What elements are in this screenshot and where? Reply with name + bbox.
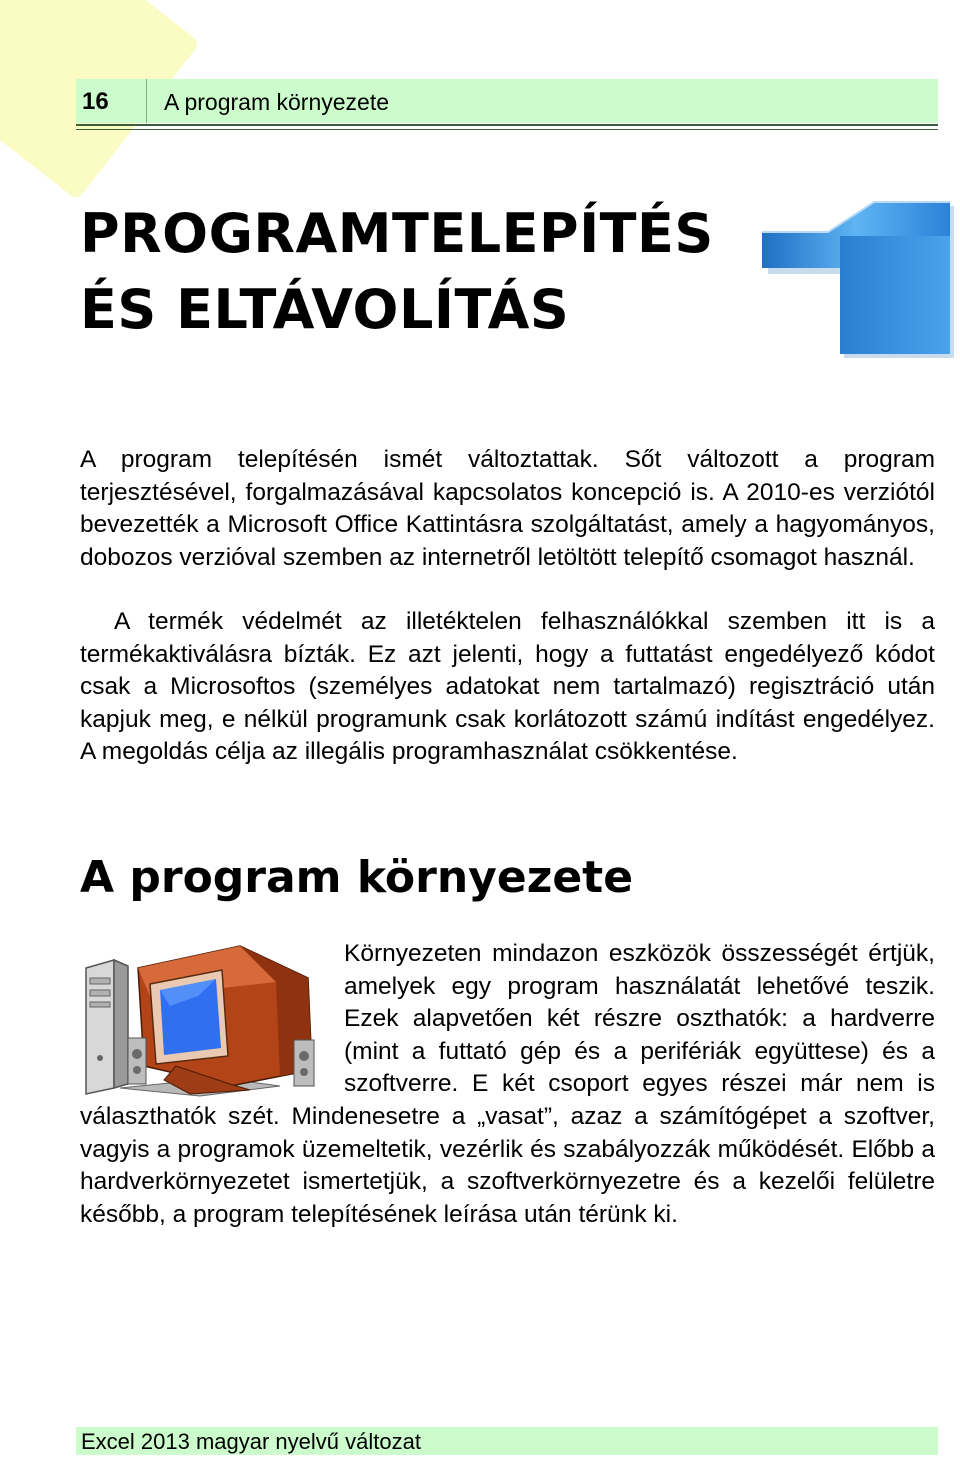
- section-title: A program környezete: [80, 852, 634, 903]
- chapter-title-line1: PROGRAMTELEPÍTÉS: [80, 202, 714, 265]
- header-rule-thick: [76, 124, 938, 126]
- page-footer: [76, 1427, 938, 1455]
- header-divider: [146, 79, 147, 123]
- page-header: [76, 79, 938, 123]
- running-title: A program környezete: [164, 89, 390, 115]
- chapter-title-line2: ÉS ELTÁVOLÍTÁS: [80, 278, 570, 341]
- chapter-title: [80, 196, 714, 348]
- header-rule-thin: [76, 129, 938, 130]
- page-number: 16: [82, 88, 109, 115]
- environment-paragraph-text: Környezeten mindazon eszközök összességét értjük, amelyek egy program használatát lehetővé teszik. Ezek alapvetően két részre oszthatók: a hardverre (mint a futtató gép és a perifériák együttese) és a szoftverre. E két csoport egyes részei már nem is választhatók szét. Mindenesetre a „vasat”, azaz a számítógépet a szoftver, vagyis a programok üzemeltetik, vezérlik és szabályozzák működését. Előbb a hardverkörnyezetet ismertetjük, a szoftverkörnyezetre és a kezelői felületre később, a program telepítésének leírása után térünk ki.: [80, 940, 935, 1228]
- intro-paragraph: A program telepítésén ismét változtattak. Sőt változott a program terjesztésével, forgalmazásával kapcsolatos koncepció is. A 2010-es verziótól bevezették a Microsoft Office Kattintásra szolgáltatást, amely a hagyományos, dobozos verzióval szemben az internetről letöltött telepítő csomagot használ.: [80, 446, 935, 571]
- footer-text: Excel 2013 magyar nyelvű változat: [81, 1429, 421, 1454]
- activation-paragraph: A termék védelmét az illetéktelen felhasználókkal szemben itt is a termékaktiválásra bízták. Ez azt jelenti, hogy a futtatást engedélyező kódot csak a Microsoftos (személyes adatokat nem tartalmazó) regisztráció után kapjuk meg, e nélkül programunk csak korlátozott számú indítást engedélyez. A megoldás célja az illegális programhasználat csökkentése.: [80, 608, 935, 766]
- desktop-computer-illustration: [80, 938, 342, 1098]
- chapter-number-graphic: [758, 200, 958, 365]
